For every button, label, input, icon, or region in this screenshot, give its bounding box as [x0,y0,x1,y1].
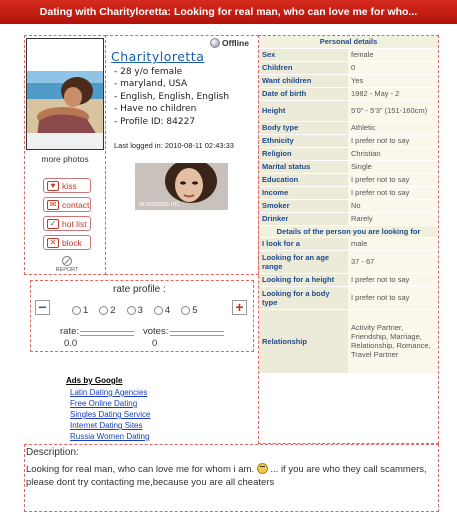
hotlist-label: hot list [62,218,87,229]
details-table [259,36,438,374]
detail-value: I prefer not to say [348,273,438,286]
detail-value: 0 [348,61,438,74]
kiss-button[interactable] [43,178,91,193]
details-row [259,87,438,100]
details-row [259,212,438,225]
detail-label: Date of birth [259,87,348,100]
advert-image[interactable] [135,163,228,210]
ad-link[interactable]: Singles Dating Service [70,410,151,419]
status-dot-icon [210,38,220,48]
detail-value: Athletic [348,121,438,134]
details-row [259,48,438,61]
profile-photo[interactable] [26,38,104,150]
detail-value: 37 - 67 [348,250,438,273]
votes-label: votes: [143,326,169,337]
rate-plus-button[interactable]: + [232,300,247,315]
detail-label: Looking for an age range [259,250,348,273]
details-row [259,160,438,173]
details-row [259,173,438,186]
bio-line: - Have no children [114,104,197,115]
hotlist-button[interactable] [43,216,91,231]
chat-icon: ✉ [47,200,59,210]
bio-line: - Profile ID: 84227 [114,116,196,127]
advert-watermark: anastasia int. [139,201,181,208]
smiley-icon [257,463,268,474]
detail-value: Activity Partner, Friendship, Marriage, Relationship, Romance, Travel Partner [348,309,438,373]
detail-label: Smoker [259,199,348,212]
last-login: Last logged in: 2010-08-11 02:43:33 [114,141,234,150]
detail-label: Body type [259,121,348,134]
details-row [259,100,438,121]
page-title-bar [0,0,457,24]
more-photos-link[interactable]: more photos [41,154,89,164]
rating-option-3[interactable]: 3 [127,305,143,316]
block-x-icon: ✕ [47,238,59,248]
heart-icon: ♥ [47,181,59,191]
details-row [259,309,438,373]
details-row [259,134,438,147]
report-icon [62,256,72,266]
details-row [259,121,438,134]
details-row [259,199,438,212]
detail-value: I prefer not to say [348,173,438,186]
detail-label: Drinker [259,212,348,225]
profile-username[interactable]: Charityloretta [111,49,205,64]
details-row [259,147,438,160]
details-row [259,237,438,250]
contact-button[interactable] [43,197,91,212]
ad-link[interactable]: Free Online Dating [70,399,138,408]
detail-value: Rarely [348,212,438,225]
rating-option-5[interactable]: 5 [181,305,197,316]
detail-label: Ethnicity [259,134,348,147]
detail-label: I look for a [259,237,348,250]
personal-details-heading-label: Personal details [259,36,438,48]
detail-label: Education [259,173,348,186]
online-status [210,38,249,48]
personal-details-heading [259,36,438,48]
detail-label: Sex [259,48,348,61]
detail-label: Income [259,186,348,199]
looking-for-heading [259,225,438,237]
rating-options [72,305,197,316]
report-button[interactable] [51,256,83,273]
description-part: Looking for real man, who can love me for whom i am. [26,464,257,475]
detail-value: I prefer not to say [348,186,438,199]
checkbox-icon: ✓ [47,219,59,229]
rating-option-4[interactable]: 4 [154,305,170,316]
detail-label: Relationship [259,309,348,373]
description-heading: Description: [26,447,79,458]
rating-option-2[interactable]: 2 [99,305,115,316]
status-label: Offline [222,38,249,48]
detail-value: male [348,237,438,250]
ad-link[interactable]: Internet Dating Sites [70,421,143,430]
detail-label: Marital status [259,160,348,173]
description-text [26,463,434,489]
advert-portrait [135,163,228,210]
details-row [259,286,438,309]
detail-value: 1982 - May - 2 [348,87,438,100]
details-row [259,186,438,199]
detail-value: 5'0" - 5'3" (151-160cm) [348,100,438,121]
detail-value: female [348,48,438,61]
details-row [259,74,438,87]
detail-label: Children [259,61,348,74]
bio-line: - maryland, USA [114,79,188,90]
detail-value: Christian [348,147,438,160]
details-row [259,273,438,286]
profile-summary [114,66,229,128]
votes-bar [170,331,224,336]
looking-for-heading-label: Details of the person you are looking for [259,225,438,237]
detail-label: Looking for a height [259,273,348,286]
rate-value: 0.0 [64,338,78,349]
details-row [259,61,438,74]
description-part: ... if you are who they call scammers, please dont try contacting me,because you are all cheaters [26,464,427,488]
ads-title[interactable]: Ads by Google [66,376,123,385]
profile-photo-image [27,39,104,150]
block-label: block [62,237,82,248]
rate-bar [80,331,134,336]
detail-value: No [348,199,438,212]
rate-minus-button[interactable]: − [35,300,50,315]
ad-link[interactable]: Russia Women Dating [70,432,150,441]
ad-link[interactable]: Latin Dating Agencies [70,388,148,397]
detail-label: Looking for a body type [259,286,348,309]
rating-option-1[interactable]: 1 [72,305,88,316]
detail-label: Height [259,100,348,121]
detail-value: Single [348,160,438,173]
contact-label: contact [62,199,90,210]
rate-profile-title: rate profile : [113,284,166,295]
detail-value: Yes [348,74,438,87]
detail-label: Want children [259,74,348,87]
bio-line: - 28 y/o female [114,67,183,77]
page-title: Dating with Charityloretta: Looking for real man, who can love me for who... [39,6,418,18]
bio-line: - English, English, English [114,91,230,102]
block-button[interactable] [43,235,91,250]
detail-label: Religion [259,147,348,160]
detail-value: I prefer not to say [348,134,438,147]
rate-label: rate: [60,326,80,337]
details-row [259,250,438,273]
detail-value: I prefer not to say [348,286,438,309]
votes-value: 0 [152,338,158,349]
report-label: REPORT [55,267,79,273]
kiss-label: kiss [62,180,77,191]
